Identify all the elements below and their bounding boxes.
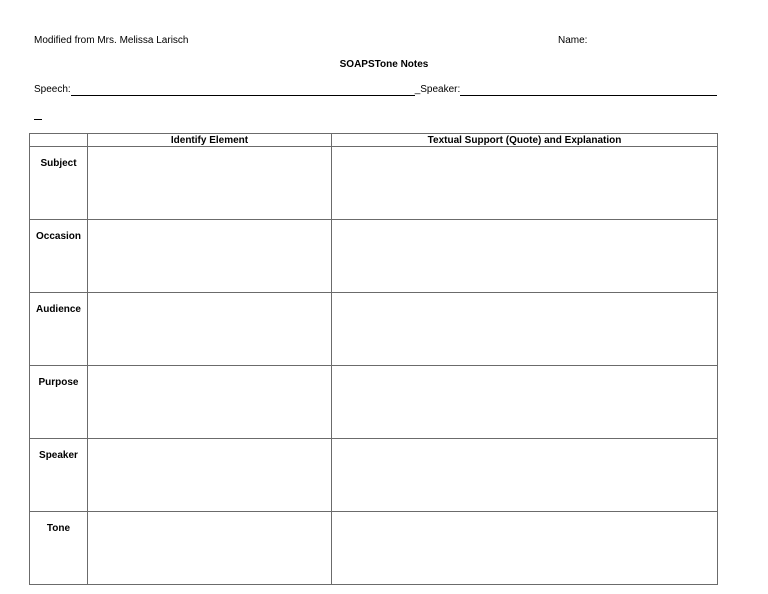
header-cell-blank	[30, 134, 88, 147]
speaker-label: _Speaker:	[414, 84, 461, 95]
table-row-speaker	[30, 439, 718, 512]
dash-mark	[34, 119, 42, 120]
cell-support-audience[interactable]	[332, 293, 718, 366]
cell-element-tone[interactable]	[88, 512, 332, 585]
row-label-purpose: Purpose	[30, 366, 88, 439]
table-row-purpose	[30, 366, 718, 439]
table-row-occasion	[30, 220, 718, 293]
speech-label: Speech:	[34, 84, 71, 95]
table-row-subject	[30, 147, 718, 220]
row-label-occasion: Occasion	[30, 220, 88, 293]
row-label-tone: Tone	[30, 512, 88, 585]
cell-element-subject[interactable]	[88, 147, 332, 220]
cell-support-speaker[interactable]	[332, 439, 718, 512]
table-header-row	[30, 134, 718, 147]
cell-support-subject[interactable]	[332, 147, 718, 220]
row-label-speaker: Speaker	[30, 439, 88, 512]
cell-element-occasion[interactable]	[88, 220, 332, 293]
credit-line: Modified from Mrs. Melissa Larisch	[34, 35, 189, 46]
name-label: Name:	[558, 35, 588, 46]
cell-support-purpose[interactable]	[332, 366, 718, 439]
cell-support-tone[interactable]	[332, 512, 718, 585]
cell-element-speaker[interactable]	[88, 439, 332, 512]
speaker-blank-line[interactable]	[460, 84, 717, 96]
cell-element-purpose[interactable]	[88, 366, 332, 439]
header-textual-support: Textual Support (Quote) and Explanation	[332, 134, 718, 147]
row-label-audience: Audience	[30, 293, 88, 366]
speech-speaker-row	[34, 84, 717, 96]
table-row-audience	[30, 293, 718, 366]
table-row-tone	[30, 512, 718, 585]
soapstone-table	[29, 133, 718, 585]
document-title: SOAPSTone Notes	[339, 59, 429, 70]
speech-blank-line[interactable]	[71, 84, 415, 96]
header-identify-element: Identify Element	[88, 134, 332, 147]
row-label-subject: Subject	[30, 147, 88, 220]
cell-element-audience[interactable]	[88, 293, 332, 366]
cell-support-occasion[interactable]	[332, 220, 718, 293]
